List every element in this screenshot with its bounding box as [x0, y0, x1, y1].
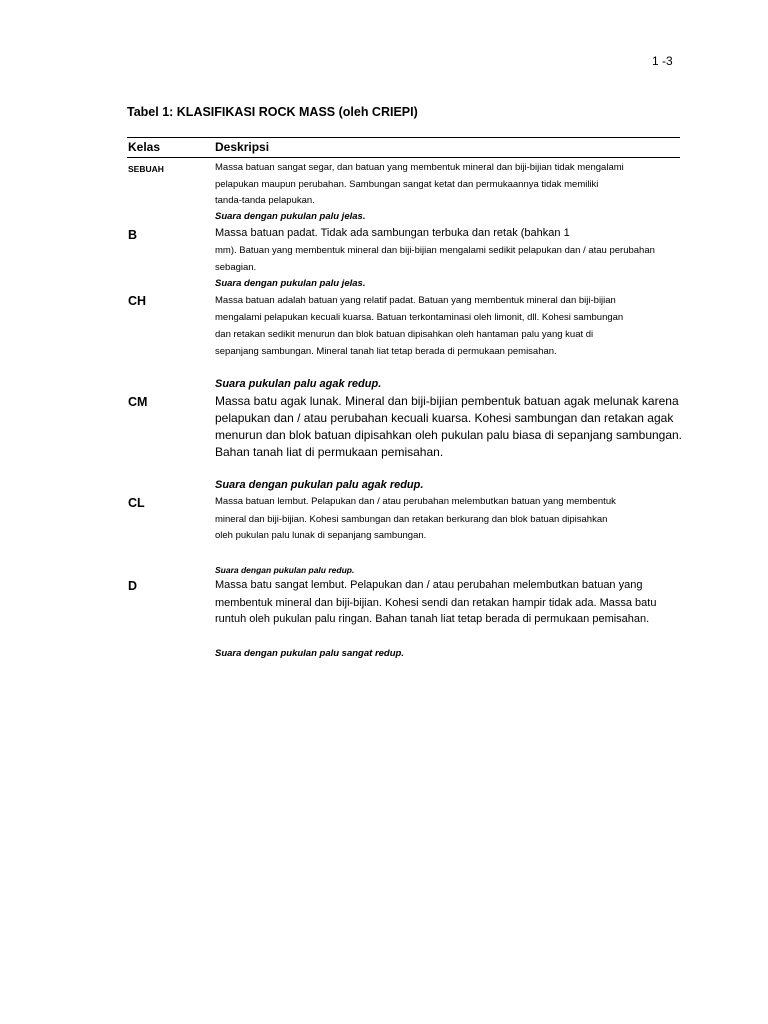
description-line: mineral dan biji-bijian. Kohesi sambungan dan retakan berkurang dan blok batuan dipisahkan: [215, 514, 608, 525]
table-header-rule: [127, 157, 680, 158]
column-header-kelas: Kelas: [128, 140, 161, 154]
description-line: Massa batu agak lunak. Mineral dan biji-bijian pembentuk batuan agak melunak karena: [215, 394, 679, 408]
description-line: runtuh oleh pukulan palu ringan. Bahan tanah liat tetap berada di permukaan pemisahan.: [215, 613, 650, 625]
description-line: Massa batuan adalah batuan yang relatif padat. Batuan yang membentuk mineral dan biji-bijian: [215, 295, 616, 306]
description-line: Massa batuan sangat segar, dan batuan yang membentuk mineral dan biji-bijian tidak mengalami: [215, 162, 624, 173]
sound-note: Suara dengan pukulan palu redup.: [215, 565, 355, 575]
class-label-b: B: [128, 228, 138, 242]
class-label-cm: CM: [128, 395, 148, 409]
description-line: pelapukan dan / atau perubahan kecuali kuarsa. Kohesi sambungan dan retakan agak: [215, 411, 674, 425]
description-line: Bahan tanah liat di permukaan pemisahan.: [215, 445, 444, 459]
description-line: menurun dan blok batuan dipisahkan oleh pukulan palu biasa di sepanjang sambungan.: [215, 428, 683, 442]
description-line: sepanjang sambungan. Mineral tanah liat tetap berada di permukaan pemisahan.: [215, 346, 557, 357]
class-label-d: D: [128, 579, 138, 593]
description-line: oleh pukulan palu lunak di sepanjang sambungan.: [215, 530, 427, 541]
sound-note: Suara pukulan palu agak redup.: [215, 378, 382, 390]
description-line: sebagian.: [215, 262, 257, 273]
description-line: tanda-tanda pelapukan.: [215, 195, 315, 206]
sound-note: Suara dengan pukulan palu sangat redup.: [215, 648, 404, 659]
sound-note: Suara dengan pukulan palu jelas.: [215, 211, 366, 222]
class-label-cl: CL: [128, 496, 145, 510]
sound-note: Suara dengan pukulan palu agak redup.: [215, 479, 424, 491]
description-line: Massa batu sangat lembut. Pelapukan dan / atau perubahan melembutkan batuan yang: [215, 579, 643, 591]
page-number: 1 -3: [652, 54, 673, 68]
description-line: dan retakan sedikit menurun dan blok batuan dipisahkan oleh hantaman palu yang kuat di: [215, 329, 594, 340]
class-label-sebuah: SEBUAH: [128, 164, 164, 174]
sound-note: Suara dengan pukulan palu jelas.: [215, 278, 366, 289]
description-line: mm). Batuan yang membentuk mineral dan biji-bijian mengalami sedikit pelapukan dan / atau perubahan: [215, 245, 655, 256]
description-line: Massa batuan lembut. Pelapukan dan / atau perubahan melembutkan batuan yang membentuk: [215, 496, 616, 507]
table-title: Tabel 1: KLASIFIKASI ROCK MASS (oleh CRIEPI): [127, 105, 418, 119]
class-label-ch: CH: [128, 294, 147, 308]
column-header-deskripsi: Deskripsi: [215, 140, 270, 154]
description-line: membentuk mineral dan biji-bijian. Kohesi sendi dan retakan hampir tidak ada. Massa batu: [215, 597, 657, 609]
description-line: Massa batuan padat. Tidak ada sambungan terbuka dan retak (bahkan 1: [215, 227, 570, 239]
description-line: mengalami pelapukan kecuali kuarsa. Batuan terkontaminasi oleh limonit, dll. Kohesi sambungan: [215, 312, 624, 323]
table-top-rule: [127, 137, 680, 138]
description-line: pelapukan maupun perubahan. Sambungan sangat ketat dan permukaannya tidak memiliki: [215, 179, 599, 190]
